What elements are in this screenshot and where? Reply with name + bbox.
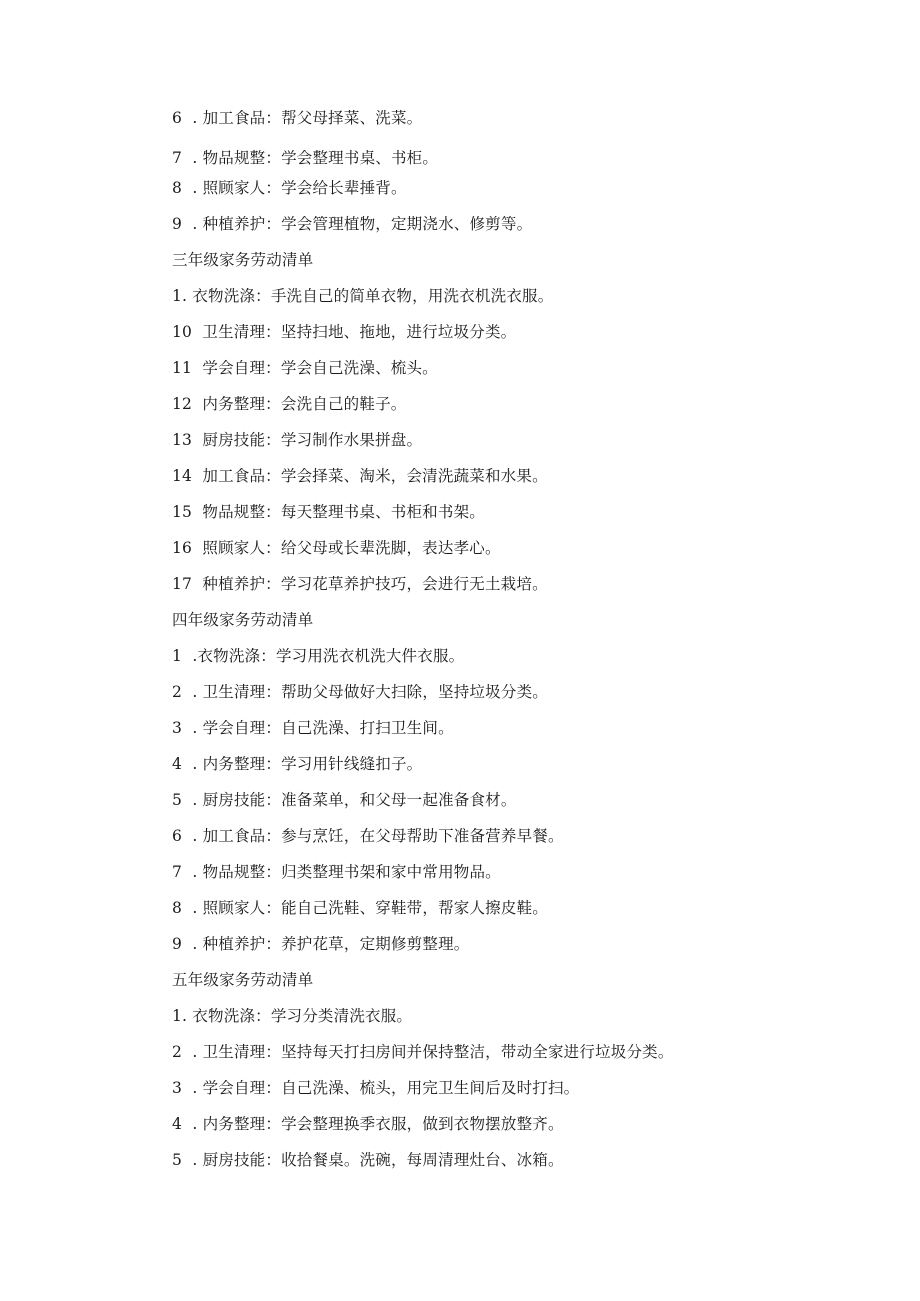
- list-item: 10 卫生清理：坚持扫地、拖地，进行垃圾分类。: [172, 323, 517, 341]
- list-item: 13 厨房技能：学习制作水果拼盘。: [172, 431, 423, 449]
- list-item: 9 . 种植养护：养护花草，定期修剪整理。: [172, 935, 470, 953]
- section-heading-grade-3: 三年级家务劳动清单: [172, 251, 314, 269]
- list-item: 14 加工食品：学会择菜、淘米，会清洗蔬菜和水果。: [172, 467, 548, 485]
- list-item: 5 . 厨房技能：准备菜单，和父母一起准备食材。: [172, 791, 517, 809]
- list-item: 7 . 物品规整：归类整理书架和家中常用物品。: [172, 863, 501, 881]
- section-heading-grade-4: 四年级家务劳动清单: [172, 611, 314, 629]
- list-item: 2 . 卫生清理：坚持每天打扫房间并保持整洁，带动全家进行垃圾分类。: [172, 1043, 674, 1061]
- list-item: 8 . 照顾家人：学会给长辈捶背。: [172, 179, 407, 197]
- list-item: 2 . 卫生清理：帮助父母做好大扫除，坚持垃圾分类。: [172, 683, 548, 701]
- list-item: 16 照顾家人：给父母或长辈洗脚，表达孝心。: [172, 539, 501, 557]
- list-item: 3 . 学会自理：自己洗澡、打扫卫生间。: [172, 719, 454, 737]
- list-item: 4 . 内务整理：学习用针线缝扣子。: [172, 755, 423, 773]
- list-item: 6 . 加工食品：参与烹饪，在父母帮助下准备营养早餐。: [172, 827, 564, 845]
- list-item: 4 . 内务整理：学会整理换季衣服，做到衣物摆放整齐。: [172, 1115, 564, 1133]
- list-item: 6 . 加工食品：帮父母择菜、洗菜。: [172, 109, 423, 127]
- list-item: 15 物品规整：每天整理书桌、书柜和书架。: [172, 503, 485, 521]
- list-item: 7 . 物品规整：学会整理书桌、书柜。: [172, 149, 439, 167]
- list-item: 1. 衣物洗涤：手洗自己的简单衣物，用洗衣机洗衣服。: [172, 287, 554, 305]
- list-item: 5 . 厨房技能：收拾餐桌。洗碗，每周清理灶台、冰箱。: [172, 1151, 564, 1169]
- list-item: 3 . 学会自理：自己洗澡、梳头，用完卫生间后及时打扫。: [172, 1079, 580, 1097]
- list-item: 12 内务整理：会洗自己的鞋子。: [172, 395, 407, 413]
- list-item: 17 种植养护：学习花草养护技巧，会进行无土栽培。: [172, 575, 548, 593]
- list-item: 11 学会自理：学会自己洗澡、梳头。: [172, 359, 438, 377]
- list-item: 8 . 照顾家人：能自己洗鞋、穿鞋带，帮家人擦皮鞋。: [172, 899, 548, 917]
- list-item: 1 .衣物洗涤：学习用洗衣机洗大件衣服。: [172, 647, 465, 665]
- list-item: 9 . 种植养护：学会管理植物，定期浇水、修剪等。: [172, 215, 533, 233]
- list-item: 1. 衣物洗涤：学习分类清洗衣服。: [172, 1007, 413, 1025]
- section-heading-grade-5: 五年级家务劳动清单: [172, 971, 314, 989]
